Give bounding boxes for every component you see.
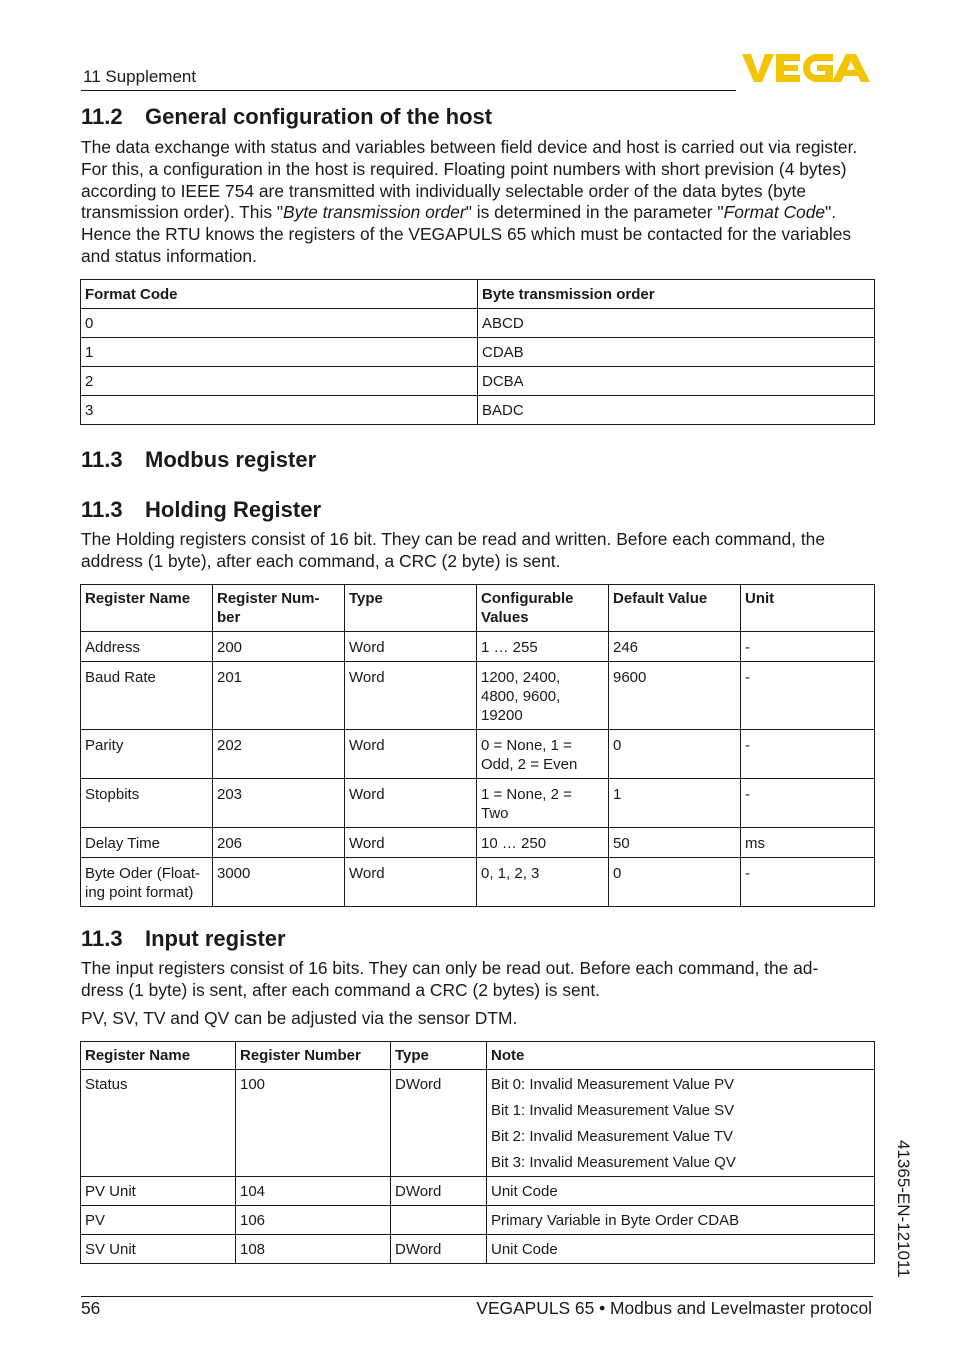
table-cell: DWord	[391, 1177, 487, 1206]
text-run: The data exchange with status and variables between field device and host is carried out via register. For this, a configuration in the host is required. Floating point numbers with short prevision (4 bytes) according to IEEE 754 are transmitted with individually selectable order of the data bytes (byte transmission order). This "	[81, 137, 858, 223]
table-cell: 108	[236, 1235, 391, 1264]
heading-holding-register	[81, 497, 321, 523]
table-cell: 201	[213, 662, 345, 730]
table-cell: 200	[213, 632, 345, 662]
column-header: Register Number	[236, 1042, 391, 1070]
table-cell: 206	[213, 828, 345, 858]
note-cell	[487, 1235, 875, 1264]
table-cell: 1 = None, 2 = Two	[477, 779, 609, 828]
input-register-table	[80, 1041, 875, 1264]
input-paragraph: The input registers consist of 16 bits. They can only be read out. Before each command, the ad- dress (1 byte) is sent, after each command a CRC (2 bytes) is sent.	[81, 958, 819, 1000]
table-cell: 202	[213, 730, 345, 779]
table-cell: ms	[741, 828, 875, 858]
table-cell: DWord	[391, 1070, 487, 1177]
column-header: Type	[345, 585, 477, 632]
column-header: Register Name	[81, 585, 213, 632]
footer-rule	[81, 1296, 873, 1297]
column-header: Register Num- ber	[213, 585, 345, 632]
table-cell: DCBA	[478, 367, 875, 396]
table-cell: SV Unit	[81, 1235, 236, 1264]
note-cell	[487, 1206, 875, 1235]
table-cell: 50	[609, 828, 741, 858]
table-cell: 246	[609, 632, 741, 662]
heading-title: Input register	[145, 926, 286, 951]
heading-general-configuration	[81, 104, 492, 130]
heading-title: Holding Register	[145, 497, 322, 522]
table-cell	[391, 1206, 487, 1235]
table-cell: Word	[345, 779, 477, 828]
table-row	[81, 858, 875, 907]
italic-term: Byte transmission order	[283, 202, 466, 223]
table-cell: 9600	[609, 662, 741, 730]
column-header: Unit	[741, 585, 875, 632]
table-cell: Delay Time	[81, 828, 213, 858]
heading-modbus-register	[81, 447, 316, 473]
table-cell: 203	[213, 779, 345, 828]
table-cell: Word	[345, 858, 477, 907]
table-cell: 104	[236, 1177, 391, 1206]
column-header: Type	[391, 1042, 487, 1070]
table-cell: Word	[345, 730, 477, 779]
note-line: Bit 1: Invalid Measurement Value SV	[491, 1102, 735, 1119]
note-line: Unit Code	[491, 1241, 558, 1258]
table-row	[81, 662, 875, 730]
table-cell: 100	[236, 1070, 391, 1177]
table-row	[81, 730, 875, 779]
table-row	[81, 309, 875, 338]
table-cell: 1200, 2400, 4800, 9600, 19200	[477, 662, 609, 730]
heading-title: General configuration of the host	[145, 104, 493, 129]
heading-title: Modbus register	[145, 447, 317, 472]
note-cell	[487, 1177, 875, 1206]
note-line: Bit 3: Invalid Measurement Value QV	[491, 1154, 736, 1171]
table-row	[81, 1177, 875, 1206]
table-cell: Parity	[81, 730, 213, 779]
table-cell: 1 … 255	[477, 632, 609, 662]
table-cell: ABCD	[478, 309, 875, 338]
table-cell: Baud Rate	[81, 662, 213, 730]
vega-logo	[742, 52, 872, 84]
table-cell: 0	[609, 858, 741, 907]
running-head: 11 Supplement	[83, 67, 197, 86]
host-paragraph	[81, 137, 871, 268]
table-cell: -	[741, 662, 875, 730]
table-row	[81, 1235, 875, 1264]
table-row	[81, 1070, 875, 1177]
table-cell: Word	[345, 828, 477, 858]
note-line: Bit 2: Invalid Measurement Value TV	[491, 1128, 734, 1145]
table-row	[81, 396, 875, 425]
column-header: Note	[487, 1042, 875, 1070]
side-code-text: 41365-EN-121011	[894, 1140, 913, 1278]
document-title: VEGAPULS 65 • Modbus and Levelmaster protocol	[476, 1298, 872, 1318]
table-row	[81, 779, 875, 828]
table-cell: 0 = None, 1 = Odd, 2 = Even	[477, 730, 609, 779]
holding-paragraph: The Holding registers consist of 16 bit. They can be read and written. Before each command, the address (1 byte), after each command, a CRC (2 byte) is sent.	[81, 529, 826, 571]
heading-number: 11.2	[81, 104, 123, 129]
heading-number: 11.3	[81, 447, 123, 472]
table-row	[81, 367, 875, 396]
table-cell: 0	[81, 309, 478, 338]
table-cell: -	[741, 632, 875, 662]
column-header: Format Code	[81, 280, 478, 309]
holding-register-table	[80, 584, 875, 907]
input-paragraph-dtm: PV, SV, TV and QV can be adjusted via the sensor DTM.	[81, 1008, 518, 1028]
table-cell: -	[741, 779, 875, 828]
column-header: Byte transmission order	[478, 280, 875, 309]
table-cell: 3000	[213, 858, 345, 907]
table-cell: CDAB	[478, 338, 875, 367]
italic-term: Format Code	[723, 202, 826, 223]
table-row	[81, 632, 875, 662]
table-row	[81, 828, 875, 858]
table-row	[81, 1206, 875, 1235]
table-cell: Stopbits	[81, 779, 213, 828]
heading-number: 11.3	[81, 926, 123, 951]
table-cell: 1	[81, 338, 478, 367]
column-header: Configurable Values	[477, 585, 609, 632]
table-cell: Word	[345, 662, 477, 730]
table-cell: Address	[81, 632, 213, 662]
header-rule	[81, 90, 736, 91]
heading-number: 11.3	[81, 497, 123, 522]
table-cell: Byte Oder (Float- ing point format)	[81, 858, 213, 907]
format-code-table	[80, 279, 875, 425]
table-cell: Status	[81, 1070, 236, 1177]
text-run: ". Hence the RTU knows the registers of the VEGAPULS 65 which must be contacted for the variables and status information.	[81, 202, 852, 266]
heading-input-register	[81, 926, 286, 952]
table-cell: PV	[81, 1206, 236, 1235]
note-line: Bit 0: Invalid Measurement Value PV	[491, 1076, 735, 1093]
table-cell: 2	[81, 367, 478, 396]
column-header: Register Name	[81, 1042, 236, 1070]
page-number: 56	[81, 1298, 101, 1318]
column-header: Default Value	[609, 585, 741, 632]
table-cell: -	[741, 730, 875, 779]
table-cell: 0	[609, 730, 741, 779]
table-cell: Word	[345, 632, 477, 662]
table-cell: 1	[609, 779, 741, 828]
note-cell	[487, 1070, 875, 1177]
table-cell: 106	[236, 1206, 391, 1235]
text-run: " is determined in the parameter "	[465, 202, 724, 223]
note-line: Unit Code	[491, 1183, 558, 1200]
table-cell: 0, 1, 2, 3	[477, 858, 609, 907]
table-cell: -	[741, 858, 875, 907]
note-line: Primary Variable in Byte Order CDAB	[491, 1212, 740, 1229]
table-row	[81, 338, 875, 367]
table-cell: 10 … 250	[477, 828, 609, 858]
table-cell: PV Unit	[81, 1177, 236, 1206]
side-document-code	[893, 1140, 913, 1290]
table-cell: DWord	[391, 1235, 487, 1264]
table-cell: 3	[81, 396, 478, 425]
table-cell: BADC	[478, 396, 875, 425]
